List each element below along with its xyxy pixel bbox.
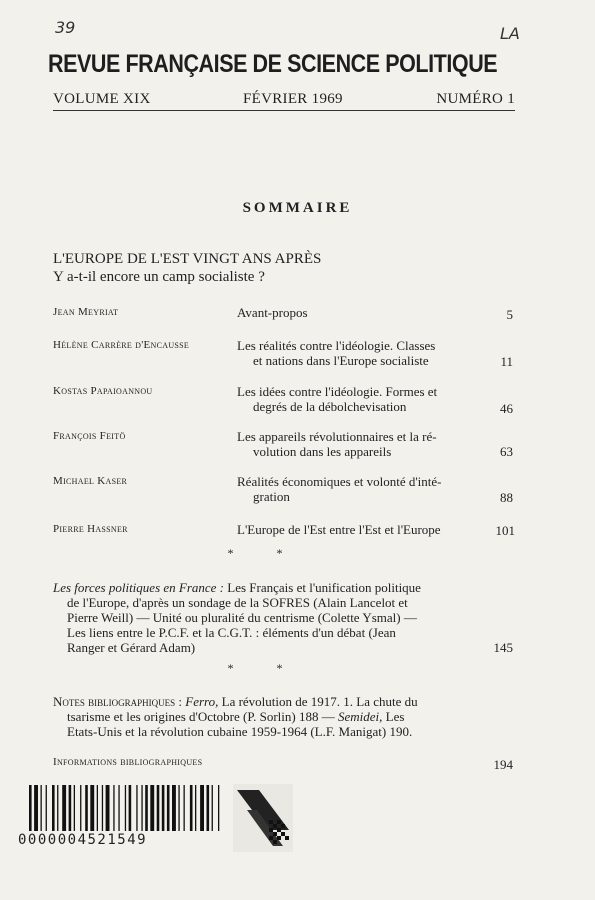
handwritten-initials: LA [500,24,520,43]
barcode-bar [136,785,137,831]
barcode-bar [212,785,213,831]
header-rule [53,110,515,111]
barcode-bar [167,785,170,831]
barcode-bar [29,785,32,831]
entry-page: 5 [506,307,513,322]
barcode [27,785,227,835]
barcode-bar [97,785,98,831]
issue-date: FÉVRIER 1969 [243,91,343,107]
notes-bibliographiques: Notes bibliographiques : Ferro, La révolution de 1917. 1. La chute du tsarisme et les origines d'Octobre (P. Sorlin) 188 — Semidei, Les Etats-Unis et la révolution cubaine 1959-1964 (L.F. Manigat) 190. [53,694,418,739]
entry-author: Michael Kaser [53,475,128,487]
barcode-bar [218,785,219,831]
barcode-bar [41,785,42,831]
entry-title: Réalités économiques et volonté d'inté- gration [237,474,442,504]
entry-page: 46 [500,401,513,416]
barcode-bar [62,785,66,831]
entry-title: Les réalités contre l'idéologie. Classes et nations dans l'Europe socialiste [237,338,436,368]
forces-page: 145 [493,640,513,655]
barcode-bar [172,785,176,831]
barcode-number: 0000004521549 [18,832,148,848]
library-logo-icon [233,784,293,852]
volume-label: VOLUME XIX [53,91,151,107]
barcode-bar [85,785,88,831]
barcode-bar [106,785,110,831]
barcode-bar [102,785,103,831]
entry-page: 63 [500,444,513,459]
barcode-bar [178,785,179,831]
section-title-line2: Y a-t-il encore un camp socialiste ? [53,269,265,285]
barcode-bar [46,785,47,831]
barcode-bar [118,785,119,831]
entry-title: Avant-propos [237,305,308,320]
barcode-bar [74,785,75,831]
entry-page: 101 [495,523,515,538]
barcode-bar [190,785,193,831]
informations-page: 194 [493,757,513,772]
section-title-line1: L'EUROPE DE L'EST VINGT ANS APRÈS [53,251,322,267]
entry-page: 11 [500,354,513,369]
barcode-bar [57,785,58,831]
barcode-bar [129,785,132,831]
barcode-bar [157,785,160,831]
barcode-bar [145,785,148,831]
barcode-bar [141,785,142,831]
sommaire-heading: SOMMAIRE [242,200,353,216]
barcode-bar [200,785,204,831]
entry-title: Les idées contre l'idéologie. Formes et degrés de la débolchevisation [237,384,438,414]
entry-title: Les appareils révolutionnaires et la ré- volution dans les appareils [237,429,437,459]
informations-label: Informations bibliographiques [53,756,203,768]
barcode-bar [195,785,196,831]
journal-title: REVUE FRANÇAISE DE SCIENCE POLITIQUE [48,50,498,78]
barcode-bar [113,785,114,831]
barcode-bar [125,785,126,831]
barcode-bar [69,785,72,831]
barcode-bar [150,785,154,831]
forces-politiques-paragraph: Les forces politiques en France : Les Français et l'unification politique de l'Europe, d'après un sondage de la SOFRES (Alain Lancelot et Pierre Weill) — Unité ou pluralité du centrisme (Colette Ysmal) — Les liens entre le P.C.F. et la C.G.T. : éléments d'un débat (Jean Ranger et Gérard Adam) [53,580,421,655]
entry-author: Pierre Hassner [53,523,128,535]
barcode-bar [162,785,165,831]
entry-author: Jean Meyriat [53,306,119,318]
barcode-bar [34,785,38,831]
issue-number: NUMÉRO 1 [436,91,515,107]
barcode-bar [90,785,94,831]
separator-stars-2: * * [227,661,303,675]
handwritten-number: 39 [55,18,76,37]
barcode-bar [207,785,210,831]
entry-author: Kostas Papaioannou [53,385,153,397]
barcode-bar [80,785,81,831]
barcode-bar [52,785,55,831]
entry-author: François Feitö [53,430,126,442]
barcode-bar [184,785,185,831]
section-title [53,250,321,286]
separator-stars: * * [227,546,303,560]
entry-title: L'Europe de l'Est entre l'Est et l'Europe [237,522,441,537]
entry-page: 88 [500,490,513,505]
entry-author: Hélène Carrère d'Encausse [53,339,190,351]
